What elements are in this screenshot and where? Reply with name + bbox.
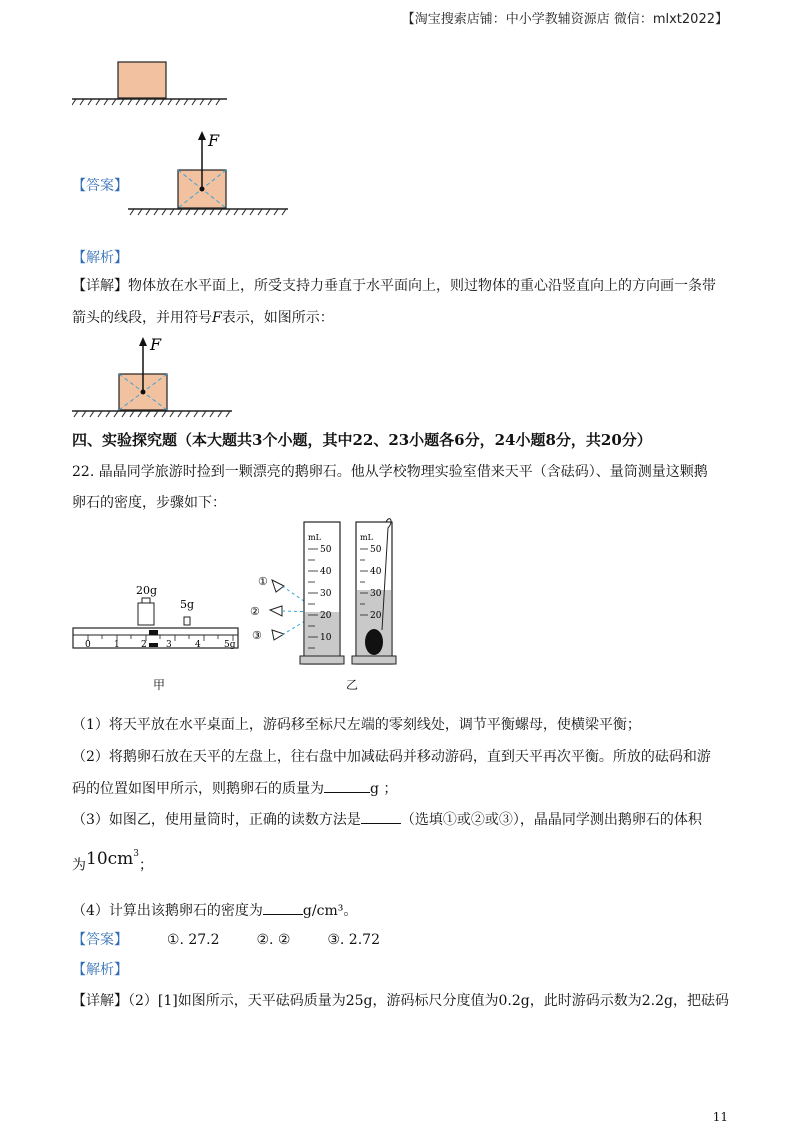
scale-tick-0: 0 — [85, 640, 91, 650]
svg-text:5g: 5g — [180, 598, 195, 611]
svg-text:①: ① — [258, 575, 268, 588]
q22-step4: （4）计算出该鹅卵石的密度为 g/cm³。 — [72, 900, 357, 921]
blank-method[interactable] — [361, 809, 401, 824]
q22-step3a: （3）如图乙，使用量筒时，正确的读数方法是 （选填①或②或③），晶晶同学测出鹅卵石的体积 — [72, 809, 702, 830]
analysis-tag: 【解析】 — [72, 250, 128, 266]
figure-block-on-surface — [72, 58, 232, 108]
q22-step1: （1）将天平放在水平桌面上，游码移至标尺左端的零刻线处，调节平衡螺母，使横梁平衡； — [72, 717, 641, 733]
cyl2-tick-1: 40 — [370, 567, 382, 577]
caption-yi: 乙 — [346, 678, 359, 692]
cyl1-tick-0: 50 — [320, 545, 332, 555]
cyl1-tick-3: 20 — [320, 611, 332, 621]
answer-tag: 【答案】 — [72, 178, 128, 194]
caption-jia: 甲 — [153, 678, 166, 692]
scale-tick-5: 5g — [224, 640, 236, 650]
page-header: 【淘宝搜索店铺：中小学教辅资源店 微信：mlxt2022】 — [401, 12, 728, 27]
answer-item-2: ②. ② — [256, 932, 291, 948]
cyl1-tick-4: 10 — [320, 633, 332, 643]
section-title: 四、实验探究题（本大题共3个小题，其中22、23小题各6分，24小题8分，共20分） — [72, 431, 652, 449]
cyl1-tick-2: 30 — [320, 589, 332, 599]
svg-text:②: ② — [250, 605, 260, 618]
q22-step2b: 码的位置如图甲所示，则鹅卵石的质量为 g ； — [72, 778, 397, 799]
q22-answer: 【答案】 ①. 27.2 ②. ② ③. 2.72 — [72, 932, 380, 948]
answer-item-3: ③. 2.72 — [327, 932, 380, 948]
scale-tick-3: 3 — [166, 640, 172, 650]
figure-detail-force — [72, 334, 237, 420]
force-label-2: F — [150, 335, 162, 354]
figure-answer-force — [128, 126, 293, 218]
svg-text:mL: mL — [308, 533, 321, 542]
answer-item-1: ①. 27.2 — [166, 932, 220, 948]
svg-text:mL: mL — [360, 533, 373, 542]
svg-text:20g: 20g — [136, 584, 158, 597]
blank-density[interactable] — [263, 900, 303, 915]
q22-step2a: （2）将鹅卵石放在天平的左盘上，往右盘中加减砝码并移动游码，直到天平再次平衡。所放的砝码和游 — [72, 749, 711, 765]
scale-tick-4: 4 — [195, 640, 201, 650]
q22-detail: 【详解】（2）[1]如图所示，天平砝码质量为25g，游码标尺分度值为0.2g，此时游码示数为2.2g，把砝码 — [72, 993, 729, 1009]
q22-step3b: 为$10cm^3$； — [72, 848, 154, 874]
q22-intro-1: 22. 晶晶同学旅游时捡到一颗漂亮的鹅卵石。他从学校物理实验室借来天平（含砝码）、量筒测量这颗鹅 — [72, 464, 708, 480]
force-label: F — [208, 131, 220, 150]
figure-jia-balance — [72, 580, 247, 652]
detail-21-line1: 【详解】物体放在水平面上，所受支持力垂直于水平面向上，则过物体的重心沿竖直向上的方向画一条带 — [72, 278, 716, 294]
scale-tick-1: 1 — [114, 640, 120, 650]
detail-21-line2: 箭头的线段，并用符号F表示，如图所示： — [72, 310, 334, 326]
q22-intro-2: 卵石的密度，步骤如下： — [72, 495, 226, 511]
page-number: 11 — [712, 1110, 728, 1124]
cyl1-tick-1: 40 — [320, 567, 332, 577]
q22-analysis-tag: 【解析】 — [72, 962, 128, 978]
figure-yi-cylinders — [250, 518, 410, 670]
svg-text:③: ③ — [252, 629, 262, 642]
cyl2-tick-0: 50 — [370, 545, 382, 555]
cyl2-tick-3: 20 — [370, 611, 382, 621]
scale-tick-2: 2 — [141, 640, 147, 650]
cyl2-tick-2: 30 — [370, 589, 382, 599]
block — [118, 62, 166, 98]
blank-mass[interactable] — [324, 778, 370, 793]
